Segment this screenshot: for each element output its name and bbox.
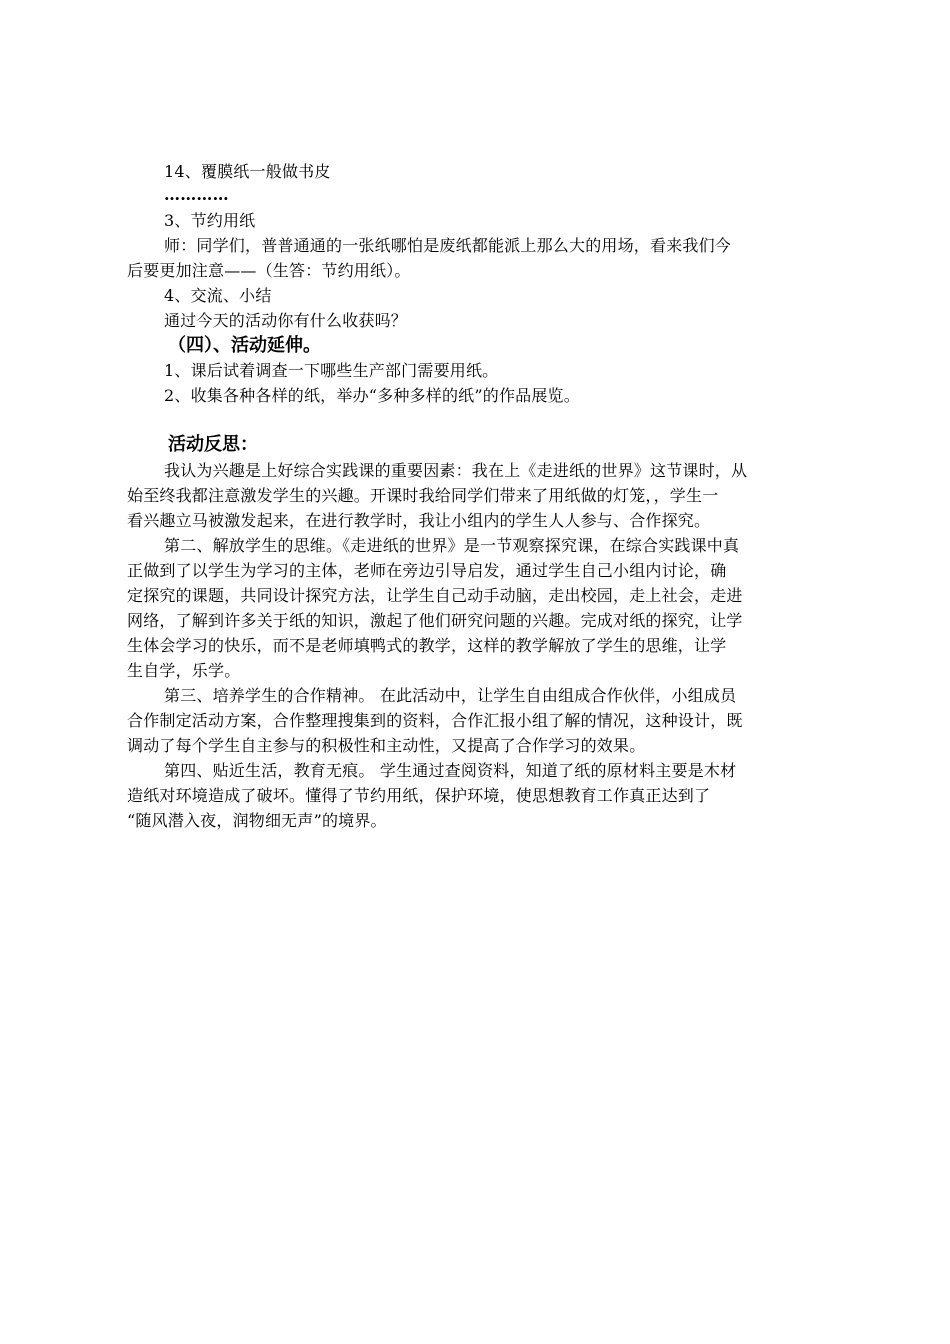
reflection-p3-line: 第三、培养学生的合作精神。 在此活动中，让学生自由组成合作伙伴，小组成员 (164, 686, 737, 705)
ellipsis: ………… (164, 185, 229, 204)
extension-item-1: 1、课后试着调查一下哪些生产部门需要用纸。 (164, 361, 499, 380)
reflection-p4-line: 第四、贴近生活，教育无痕。 学生通过查阅资料，知道了纸的原材料主要是木材 (164, 761, 737, 780)
item3-title: 3、节约用纸 (164, 211, 256, 230)
reflection-p2-line: 定探究的课题，共同设计探究方法，让学生自己动手动脑，走出校园，走上社会，走进 (127, 586, 743, 605)
reflection-p4-line: 造纸对环境造成了破坏。懂得了节约用纸，保护环境，使思想教育工作真正达到了 (127, 786, 711, 805)
reflection-p3-line: 合作制定活动方案，合作整理搜集到的资料，合作汇报小组了解的情况，这种设计，既 (127, 711, 743, 730)
extension-heading: （四）、活动延伸。 (168, 335, 321, 356)
reflection-p4-line: “随风潜入夜，润物细无声”的境界。 (127, 811, 387, 830)
reflection-heading: 活动反思： (168, 434, 258, 455)
reflection-p2-line: 正做到了以学生为学习的主体，老师在旁边引导启发，通过学生自己小组内讨论，确 (127, 561, 727, 580)
reflection-p1-line: 看兴趣立马被激发起来，在进行教学时，我让小组内的学生人人参与、合作探究。 (127, 511, 711, 530)
reflection-p1-line: 始至终我都注意激发学生的兴趣。开课时我给同学们带来了用纸做的灯笼，，学生一 (127, 486, 719, 505)
list-item-14: 14、覆膜纸一般做书皮 (164, 162, 331, 181)
reflection-p3-line: 调动了每个学生自主参与的积极性和主动性，又提高了合作学习的效果。 (127, 736, 646, 755)
reflection-p2-line: 生自学，乐学。 (127, 661, 241, 680)
reflection-p2-line: 生体会学习的快乐，而不是老师填鸭式的教学，这样的教学解放了学生的思维，让学 (127, 636, 727, 655)
item4-title: 4、交流、小结 (164, 286, 272, 305)
question-text: 通过今天的活动你有什么收获吗？ (164, 311, 408, 330)
extension-item-2: 2、收集各种各样的纸，举办“多种多样的纸”的作品展览。 (164, 386, 580, 405)
reflection-p1-line: 我认为兴趣是上好综合实践课的重要因素：我在上《走进纸的世界》这节课时，从 (164, 461, 748, 480)
teacher-line-1: 师：同学们，普普通通的一张纸哪怕是废纸都能派上那么大的用场，看来我们今 (164, 236, 732, 255)
teacher-line-2: 后要更加注意——（生答：节约用纸）。 (127, 261, 411, 280)
reflection-p2-line: 网络，了解到许多关于纸的知识，激起了他们研究问题的兴趣。完成对纸的探究，让学 (127, 611, 743, 630)
reflection-p2-line: 第二、解放学生的思维。《走进纸的世界》是一节观察探究课，在综合实践课中真 (164, 536, 740, 555)
